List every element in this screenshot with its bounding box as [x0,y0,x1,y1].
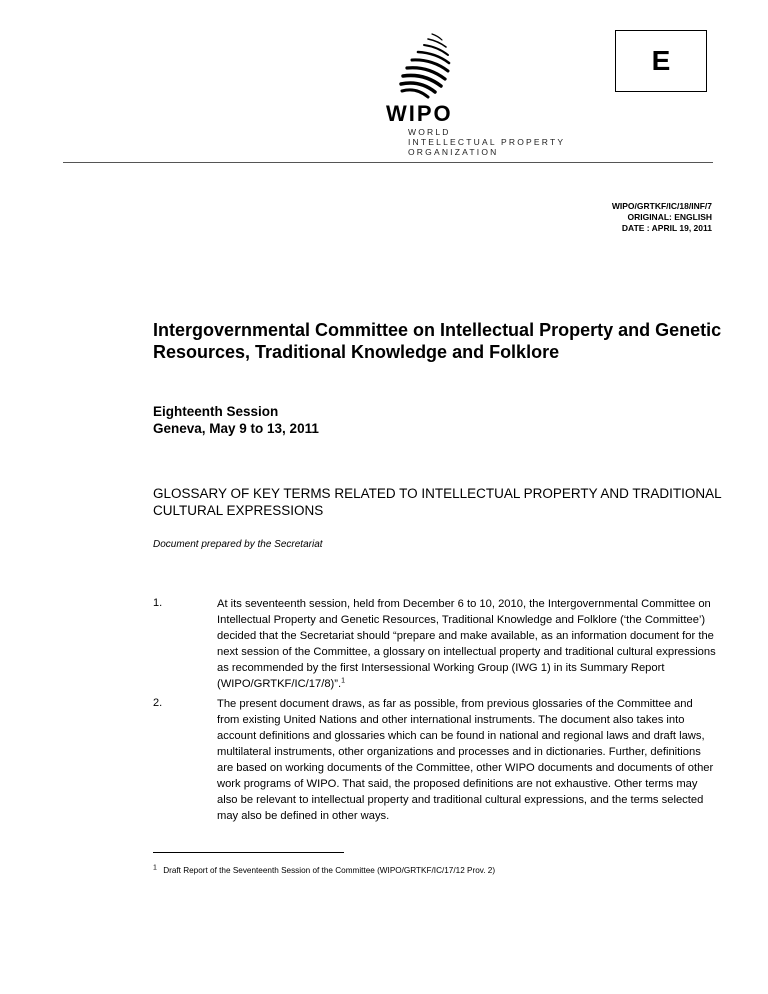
prepared-by: Document prepared by the Secretariat [153,539,323,550]
paragraph-2 [217,696,717,824]
logo-acronym: WIPO [386,101,453,126]
session-location-date: Geneva, May 9 to 13, 2011 [153,421,319,436]
glossary-title: GLOSSARY OF KEY TERMS RELATED TO INTELLECTUAL PROPERTY AND TRADITIONAL CULTURAL EXPRESSIONS [153,486,722,518]
paragraph-2-text: The present document draws, as far as possible, from previous glossaries of the Committee and from existing United Nations and other international instruments. The document also takes into account definitions and glossaries which can be found in national and regional laws and draft laws, multilateral instruments, other organizations and processes and in dictionaries. Further, definitions are based on working documents of the Committee, other WIPO documents and documents of other work programs of WIPO. That said, the proposed definitions are not exhaustive. Other terms may also be relevant to intellectual property and traditional cultural expressions, and the terms selected may also be defined in other ways. [217,698,714,822]
header-divider [63,162,713,163]
paragraph-1-text: At its seventeenth session, held from December 6 to 10, 2010, the Intergovernmental Committee on Intellectual Property and Genetic Resources, Traditional Knowledge and Folklore (‘the Committee’) decided that the Secretariat should “prepare and make available, as an information document for the next session of the Committee, a glossary on intellectual property and traditional cultural expressions as recommended by the first Intersessional Working Group (IWG 1) in its Summary Report (WIPO/GRTKF/IC/17/8)”. [217,598,716,690]
original-language: ORIGINAL: ENGLISH [627,212,712,222]
paragraph-number-2: 2. [153,697,163,709]
paragraph-1 [217,596,717,692]
document-reference: WIPO/GRTKF/IC/18/INF/7 [611,201,712,211]
committee-title: Intergovernmental Committee on Intellectual Property and Genetic Resources, Traditional Knowledge and Folklore [153,320,722,362]
session-name: Eighteenth Session [153,404,279,419]
logo-line-2: INTELLECTUAL PROPERTY [408,137,566,147]
footnote-marker: 1 [153,864,157,872]
footnote-separator [153,852,344,853]
language-code: E [651,45,671,76]
document-date: DATE : APRIL 19, 2011 [621,223,712,233]
footnote-reference: 1 [341,677,346,685]
logo-line-3: ORGANIZATION [408,147,499,157]
session-block [153,403,319,437]
footnote-text: Draft Report of the Seventeenth Session of the Committee (WIPO/GRTKF/IC/17/12 Prov. 2) [163,866,496,875]
logo-line-1: WORLD [408,127,451,137]
language-code-box [615,30,707,92]
footnote [153,866,495,875]
paragraph-number-1: 1. [153,597,163,609]
wipo-globe-logo [392,30,456,102]
